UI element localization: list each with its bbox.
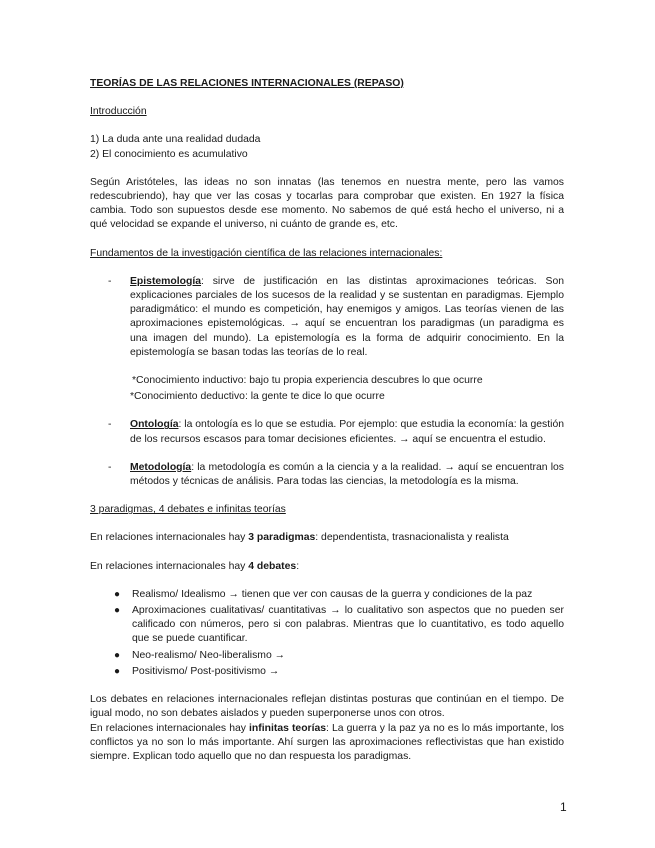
fundamentos-list: [90, 275, 564, 489]
paradigmas-text-post: : dependentista, trasnacionalista y realista: [315, 532, 509, 544]
paradigmas-heading: 3 paradigmas, 4 debates e infinitas teorías: [90, 504, 286, 516]
bullet-icon: ●: [114, 665, 121, 677]
fundamentos-heading: Fundamentos de la investigación científica de las relaciones internacionales:: [90, 247, 443, 259]
teorias-paragraph: [90, 722, 564, 765]
term-metodologia: Metodología: [130, 461, 192, 473]
epistemologia-text: : sirve de justificación en las distintas aproximaciones teóricas. Son explicaciones parciales de los sucesos de la realidad y se sustentan en paradigmas. Ejemplo paradigmático: el mundo es competición, hay enemigos y amigos. Las teorías vienen de las aproximaciones epistemológicas. → aquí se encuentran los paradigmas (un paradigma es una imagen del mundo). La epistemología es la forma de adquirir conocimiento. En la epistemología se basan todas las teorías de lo real.: [130, 275, 564, 358]
bullet-icon: ●: [114, 588, 121, 600]
debates-intro: [90, 560, 564, 574]
note-deductivo: *Conocimiento deductivo: la gente te dice lo que ocurre: [130, 391, 385, 403]
ontologia-text: : la ontología es lo que se estudia. Por ejemplo: que estudia la economía: la gestión de los recursos escasos para tomar decisiones eficientes. → aquí se encuentra el estudio.: [130, 419, 564, 445]
debate-item: [90, 604, 564, 647]
metodologia-text: : la metodología es común a la ciencia y a la realidad. → aquí se encuentran los métodos y técnicas de análisis. Para todas las ciencias, la metodología es la misma.: [130, 461, 564, 488]
debate-text: Neo-realismo/ Neo-liberalismo →: [132, 649, 286, 661]
debate-item: [90, 665, 564, 679]
intro-point: 2) El conocimiento es acumulativo: [90, 148, 248, 160]
term-ontologia: Ontología: [130, 419, 179, 431]
document-body: [90, 77, 564, 764]
note-inductivo: *Conocimiento inductivo: bajo tu propia experiencia descubres lo que ocurre: [132, 375, 483, 387]
debates-text-post: :: [296, 560, 300, 572]
paradigmas-paragraph: [90, 531, 564, 545]
knowledge-notes: [130, 374, 564, 404]
intro-point: 1) La duda ante una realidad dudada: [90, 134, 261, 146]
dash-marker: -: [108, 461, 112, 473]
intro-points: [90, 133, 564, 161]
debate-text: Positivismo/ Post-positivismo →: [132, 665, 280, 677]
debate-text: Realismo/ Idealismo → tienen que ver con causas de la guerra y condiciones de la paz: [132, 588, 533, 600]
debate-item: [90, 588, 564, 602]
debates-paragraph: Los debates en relaciones internacionales reflejan distintas posturas que continúan en el tiempo. De igual modo, no son debates aislados y pueden superponerse unos con otros.: [90, 694, 564, 720]
teorias-bold: infinitas teorías: [249, 722, 327, 734]
bullet-icon: ●: [114, 649, 121, 661]
teorias-text-pre: En relaciones internacionales hay: [90, 722, 250, 734]
debates-list: [90, 588, 564, 679]
fundamento-metodologia: [90, 461, 564, 489]
paradigmas-bold: 3 paradigmas: [248, 532, 316, 544]
dash-marker: -: [108, 275, 112, 287]
debates-text-pre: En relaciones internacionales hay: [90, 560, 249, 572]
paradigmas-text-pre: En relaciones internacionales hay: [90, 532, 249, 544]
document-title: TEORÍAS DE LAS RELACIONES INTERNACIONALES (REPASO): [90, 78, 404, 89]
debates-bold: 4 debates: [248, 560, 297, 572]
intro-paragraph: Según Aristóteles, las ideas no son innatas (las tenemos en nuestra mente, pero las vamos redescubriendo), hay que ver las cosas y tocarlas para comprobar que existen. En 1927 la física cambia. Todo son supuestos desde ese momento. No sabemos de qué está hecho el universo, ni a qué velocidad se expande el universo, ni cuánto de grande es, etc.: [90, 176, 564, 231]
teorias-text-post: : La guerra y la paz ya no es lo más importante, los conflictos ya no son lo más importante. Ahí surgen las aproximaciones reflectivistas que han existido siempre. Explican todo aquello que no dan respuesta los paradigmas.: [90, 722, 565, 762]
term-epistemologia: Epistemología: [130, 275, 202, 287]
intro-heading: Introducción: [90, 106, 147, 118]
debate-text: Aproximaciones cualitativas/ cuantitativas → lo cualitativo son aspectos que no pueden ser calificado con números, pero si con palabras. Mientras que lo cuantitativo, es todo aquello que se puede cuantificar.: [132, 605, 564, 645]
bullet-icon: ●: [114, 605, 121, 617]
dash-marker: -: [108, 419, 112, 431]
debate-item: [90, 649, 564, 663]
page-number: 1: [560, 800, 567, 814]
fundamento-ontologia: [90, 418, 564, 446]
fundamento-epistemologia: [90, 275, 564, 405]
